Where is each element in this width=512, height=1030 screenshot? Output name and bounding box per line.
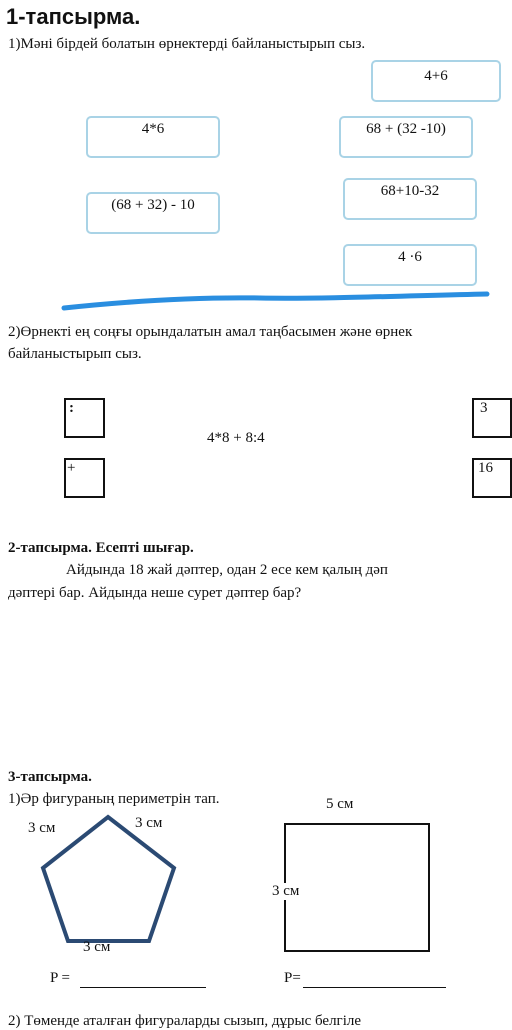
task1-question2-line2: байланыстырып сыз. (8, 346, 142, 362)
perimeter-label-1: P = (50, 970, 70, 986)
right-box-2[interactable] (339, 116, 473, 158)
square-top-label: 5 см (326, 796, 354, 812)
right-box-3[interactable] (343, 178, 477, 220)
right-answer-box-2[interactable] (472, 458, 512, 498)
blue-highlight-line (0, 290, 487, 320)
left-box-2[interactable] (86, 192, 220, 234)
task2-text-line2: дәптері бар. Айдында неше сурет дәптер бар? (8, 585, 302, 601)
perimeter-label-2: P= (284, 970, 301, 986)
task1-title: 1-тапсырма. (6, 4, 141, 29)
task3-question1: 1)Әр фигураның периметрін тап. (8, 791, 220, 807)
pentagon-side-label-1: 3 см (28, 820, 56, 836)
task3-title: 3-тапсырма. (8, 769, 92, 785)
perimeter-answer-line-2[interactable] (303, 987, 446, 988)
task2-text-line1: Айдында 18 жай дәптер, одан 2 есе кем қалың дәп (66, 562, 388, 578)
right-box-2-text: 68 + (32 -10) (366, 121, 446, 137)
square-side-label: 3 см (272, 883, 300, 899)
left-box-2-text: (68 + 32) - 10 (111, 197, 195, 213)
task1-question2-line1: 2)Өрнекті ең соңғы орындалатын амал таңбасымен және өрнек (8, 324, 413, 340)
task2-title: 2-тапсырма. Есепті шығар. (8, 540, 194, 556)
right-answer-box-1-text: 3 (480, 400, 488, 416)
right-answer-box-1[interactable] (472, 398, 512, 438)
right-box-1-text: 4+6 (424, 68, 448, 84)
pentagon-side-label-2: 3 см (135, 815, 163, 831)
square-figure (284, 823, 430, 952)
sign-box-colon-text: : (69, 400, 74, 416)
right-box-1[interactable] (371, 60, 501, 102)
pentagon-side-label-3: 3 см (83, 939, 111, 955)
perimeter-answer-line-1[interactable] (80, 987, 206, 988)
expression: 4*8 + 8:4 (207, 430, 265, 446)
right-box-4[interactable] (343, 244, 477, 286)
left-box-1[interactable] (86, 116, 220, 158)
sign-box-plus[interactable] (64, 458, 105, 498)
right-box-4-text: 4 ·6 (398, 249, 422, 265)
right-answer-box-2-text: 16 (478, 460, 493, 476)
sign-box-plus-text: + (67, 460, 76, 476)
task3-question2-partial: 2) Төменде аталған фигураларды сызып, дұрыс белгіле (8, 1013, 362, 1029)
left-box-1-text: 4*6 (141, 121, 165, 137)
task1-question1: 1)Мәні бірдей болатын өрнектерді байланыстырып сыз. (8, 36, 366, 52)
sign-box-colon[interactable] (64, 398, 105, 438)
right-box-3-text: 68+10-32 (380, 183, 440, 199)
